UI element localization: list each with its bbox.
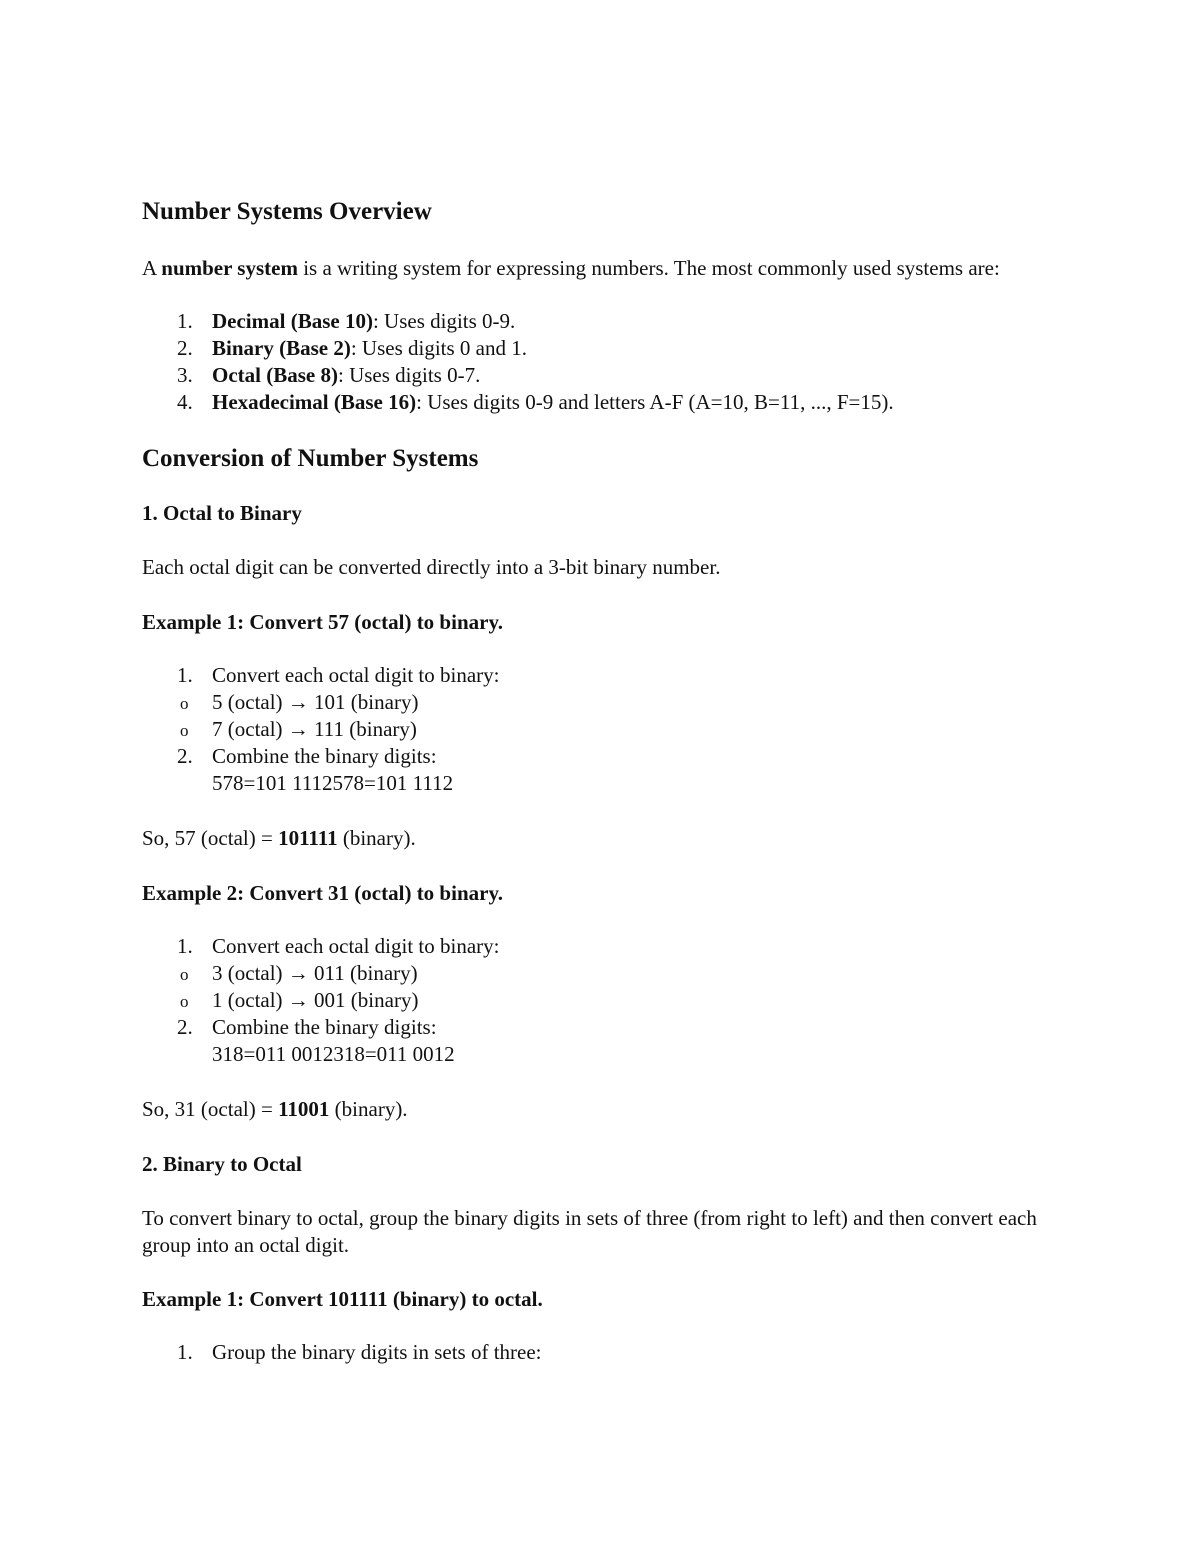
circle-bullet-icon: o	[180, 694, 189, 713]
result-paragraph: So, 31 (octal) = 11001 (binary).	[142, 1097, 408, 1121]
example-title: Example 1: Convert 101111 (binary) to octal.	[142, 1287, 543, 1311]
subsection-heading: 2. Binary to Octal	[142, 1152, 302, 1176]
intro-term: number system	[161, 256, 298, 280]
section-title: Conversion of Number Systems	[142, 445, 479, 472]
document-page	[142, 196, 1042, 1366]
sub-list-item: o 1 (octal) → 001 (binary)	[142, 987, 1042, 1014]
sub-list-item: o 5 (octal) → 101 (binary)	[142, 689, 1042, 716]
circle-bullet-icon: o	[180, 721, 189, 740]
number-system-list	[142, 308, 1042, 416]
list-item: 4. Hexadecimal (Base 16): Uses digits 0-9 and letters A-F (A=10, B=11, ..., F=15).	[177, 390, 894, 414]
list-item: 1. Convert each octal digit to binary: o 5 (octal) → 101 (binary) o 7 (octal) → 111 (binary)	[142, 662, 1042, 743]
subsection-heading: 1. Octal to Binary	[142, 501, 302, 525]
steps-list	[142, 662, 1042, 797]
list-item: 2. Binary (Base 2): Uses digits 0 and 1.	[177, 336, 527, 360]
circle-bullet-icon: o	[180, 965, 189, 984]
list-item: 2. Combine the binary digits: 578=101 1112578=101 1112	[177, 744, 454, 795]
result-paragraph: So, 57 (octal) = 101111 (binary).	[142, 826, 416, 850]
sub-list	[142, 689, 1042, 743]
intro-paragraph: A number system is a writing system for expressing numbers. The most commonly used systems are:	[142, 256, 1000, 280]
list-item: 1. Convert each octal digit to binary: o 3 (octal) → 011 (binary) o 1 (octal) → 001 (binary)	[142, 933, 1042, 1014]
list-item: 1. Decimal (Base 10): Uses digits 0-9.	[177, 309, 516, 333]
list-item: 1. Group the binary digits in sets of three:	[177, 1340, 542, 1364]
example-title: Example 2: Convert 31 (octal) to binary.	[142, 881, 504, 905]
steps-list	[142, 933, 1042, 1068]
circle-bullet-icon: o	[180, 992, 189, 1011]
formula: 318=011 0012318=011 0012	[212, 1042, 455, 1066]
description-paragraph: To convert binary to octal, group the binary digits in sets of three (from right to left) and then convert each group into an octal digit.	[142, 1206, 1037, 1257]
sub-list-item: o 7 (octal) → 111 (binary)	[142, 716, 1042, 743]
sub-list	[142, 960, 1042, 1014]
page-title: Number Systems Overview	[142, 198, 432, 225]
example-title: Example 1: Convert 57 (octal) to binary.	[142, 610, 504, 634]
formula: 578=101 1112578=101 1112	[212, 771, 454, 795]
description-paragraph: Each octal digit can be converted directly into a 3-bit binary number.	[142, 555, 721, 579]
list-item: 2. Combine the binary digits: 318=011 0012318=011 0012	[177, 1015, 455, 1066]
steps-list	[142, 1339, 1042, 1366]
list-item: 3. Octal (Base 8): Uses digits 0-7.	[177, 363, 481, 387]
sub-list-item: o 3 (octal) → 011 (binary)	[142, 960, 1042, 987]
